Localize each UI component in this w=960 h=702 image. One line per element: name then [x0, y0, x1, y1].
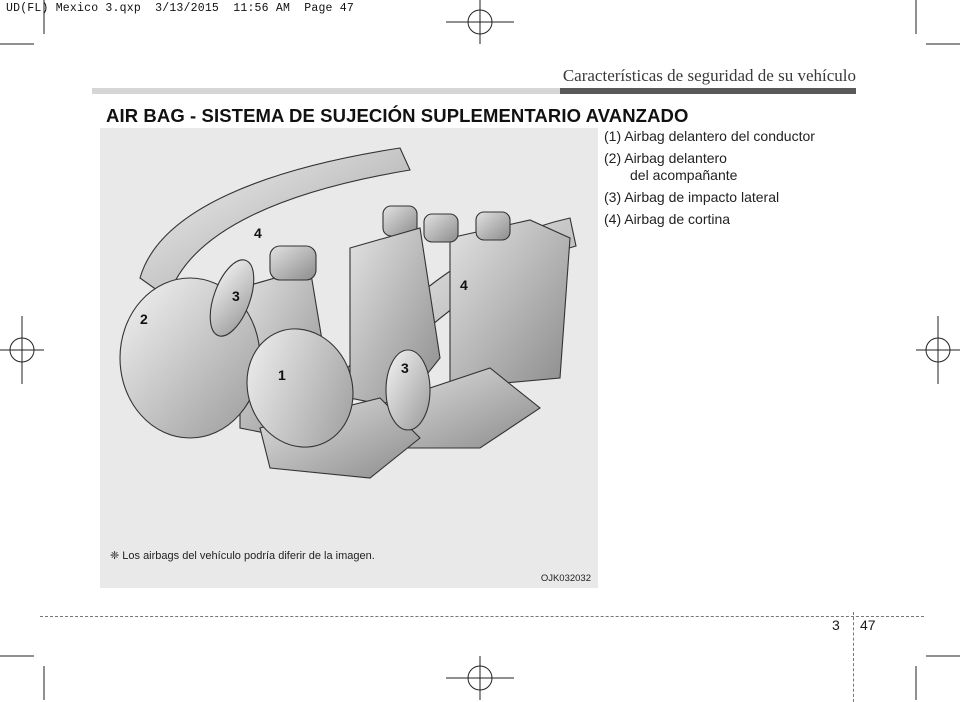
airbag-drawing [100, 128, 598, 588]
callout-3: 3 [401, 360, 409, 376]
page-heading: AIR BAG - SISTEMA DE SUJECIÓN SUPLEMENTARIO AVANZADO [106, 105, 689, 126]
list-item: (1) Airbag delantero del conductor [604, 128, 815, 144]
airbag-illustration [100, 128, 598, 588]
page-number: 47 [860, 617, 876, 633]
footer-rule [40, 616, 924, 617]
figure-code: OJK032032 [540, 573, 591, 584]
header-rule-accent [560, 88, 856, 94]
print-slug: UD(FL) Mexico 3.qxp 3/13/2015 11:56 AM Page 47 [6, 2, 354, 15]
rear-headrest-3 [476, 212, 510, 240]
list-item: (4) Airbag de cortina [604, 211, 731, 227]
airbag-legend [604, 128, 904, 233]
callout-1: 1 [278, 367, 286, 383]
rear-seat [450, 220, 570, 388]
list-item: (3) Airbag de impacto lateral [604, 189, 780, 205]
rear-headrest-2 [424, 214, 458, 242]
list-item: (2) Airbag delantero del acompañante [604, 150, 738, 183]
callout-4: 4 [254, 225, 262, 241]
section-title: Características de seguridad de su vehículo [562, 66, 856, 85]
chapter-number: 3 [832, 617, 840, 633]
callout-4: 4 [460, 277, 468, 293]
driver-headrest [270, 246, 316, 280]
callout-3: 3 [232, 288, 240, 304]
figure-note: ❈ Los airbags del vehículo podría diferir de la imagen. [110, 550, 375, 562]
callout-2: 2 [140, 311, 148, 327]
page-separator [853, 612, 854, 702]
